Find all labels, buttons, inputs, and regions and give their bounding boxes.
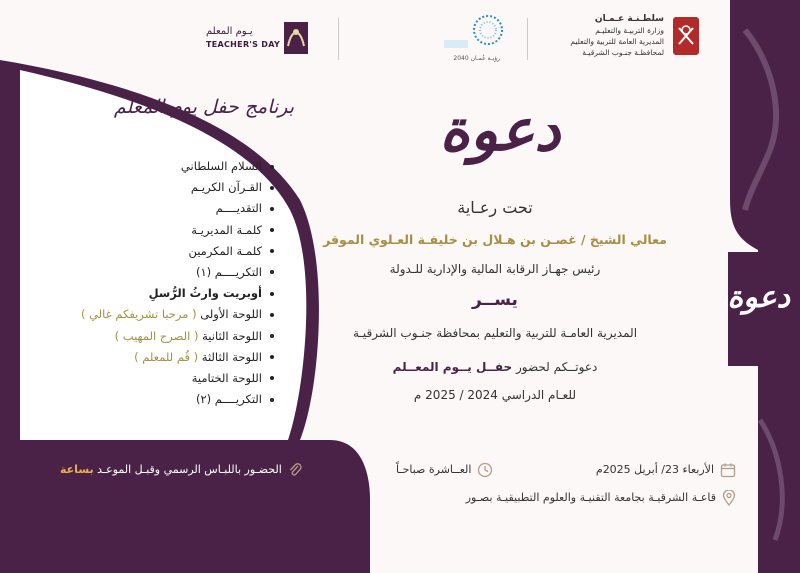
calendar-icon [720, 462, 736, 478]
program-item: كلمـة المديريـة [60, 220, 274, 241]
program-item: القـرآن الكريـم [60, 177, 274, 198]
program-item: اللوحة الثانية ( الصرح المهيب ) [60, 326, 274, 347]
sheikh-role: رئيس جهـاز الرقابة المالية والإدارية للـدولة [389, 262, 601, 276]
patronage-line: تحت رعـاية [457, 198, 533, 217]
event-venue-text: قاعـة الشرقيـة بجامعة التقنيـة والعلوم التطبيقيـة بصـور [465, 491, 716, 504]
header-divider [338, 18, 339, 60]
invite-prefix: دعوتــكم لحضور [516, 360, 598, 374]
ministry-line: المديرية العامة للتربية والتعليم [570, 37, 664, 46]
side-badge-title: دعوة [727, 280, 790, 315]
program-item: أوبريت وارثُ الرُّسلِ [60, 283, 274, 304]
teachers-day-arabic: يـوم المعلم [206, 26, 253, 37]
program-title: برنامج حفل يوم المعلم [113, 96, 295, 118]
program-item: اللوحة الثالثة ( قُم للمعلم ) [60, 347, 274, 368]
program-item: اللوحة الأولى ( مرحبا تشريفكم غالي ) [60, 304, 274, 325]
event-date [596, 462, 736, 478]
program-list [60, 156, 274, 410]
invite-event: حفــل يــوم المعــلم [392, 360, 513, 374]
teachers-day-logo [180, 10, 330, 66]
vision-label: رؤيـة عُمـان 2040 [453, 55, 500, 62]
event-time [396, 462, 493, 478]
oman-vision-logo [440, 10, 520, 64]
event-venue [466, 490, 736, 506]
ministry-line: وزارة التربيـة والتعليـم [595, 26, 664, 35]
ministry-line: لمحافظـة جنـوب الشرقيـة [582, 48, 664, 57]
ministry-line: سلطـنـة عـمـان [594, 14, 664, 24]
program-item: التكريــــم (١) [60, 262, 274, 283]
program-item: كلمـة المكرمين [60, 241, 274, 262]
clock-icon [477, 462, 493, 478]
dress-code [60, 462, 302, 478]
dress-code-highlight: بساعة [60, 463, 94, 476]
location-pin-icon [722, 490, 736, 506]
header [180, 6, 700, 68]
dress-code-text: الحضـور باللبـاس الرسمي وقبـل الموعـد [97, 463, 282, 476]
event-time-text: العــاشرة صباحـاً [396, 463, 472, 476]
teachers-day-english: TEACHER'S DAY [206, 40, 281, 49]
sheikh-name: معالي الشيخ / غصـن بن هـلال بن خليفـة العـلوي الموقر [323, 232, 667, 247]
oman-ministry-block [540, 10, 700, 66]
program-item: السلام السلطاني [60, 156, 274, 177]
program-item: التكريــــم (٢) [60, 389, 274, 410]
header-divider [527, 18, 528, 60]
program-item: اللوحة الختامية [60, 368, 274, 389]
academic-year: للعـام الدراسي 2024 / 2025 م [413, 388, 577, 402]
invite-line [300, 360, 690, 374]
program-item: التقديــــم [60, 198, 274, 219]
oman-emblem-icon [672, 16, 700, 56]
vision-swirl-icon [440, 10, 520, 54]
bottom-purple-band [0, 440, 800, 573]
directorate-line: المديرية العامـة للتربية والتعليم بمحافظة جنـوب الشرقيـة [352, 326, 638, 340]
teachers-day-emblem-icon [278, 18, 314, 58]
ministry-lines [544, 14, 664, 58]
invitation-title: دعوة [439, 96, 561, 164]
paperclip-icon [288, 462, 302, 478]
event-date-text: الأربعاء 23/ أبريل 2025م [595, 463, 714, 476]
yasur-line: يســر [472, 290, 518, 310]
